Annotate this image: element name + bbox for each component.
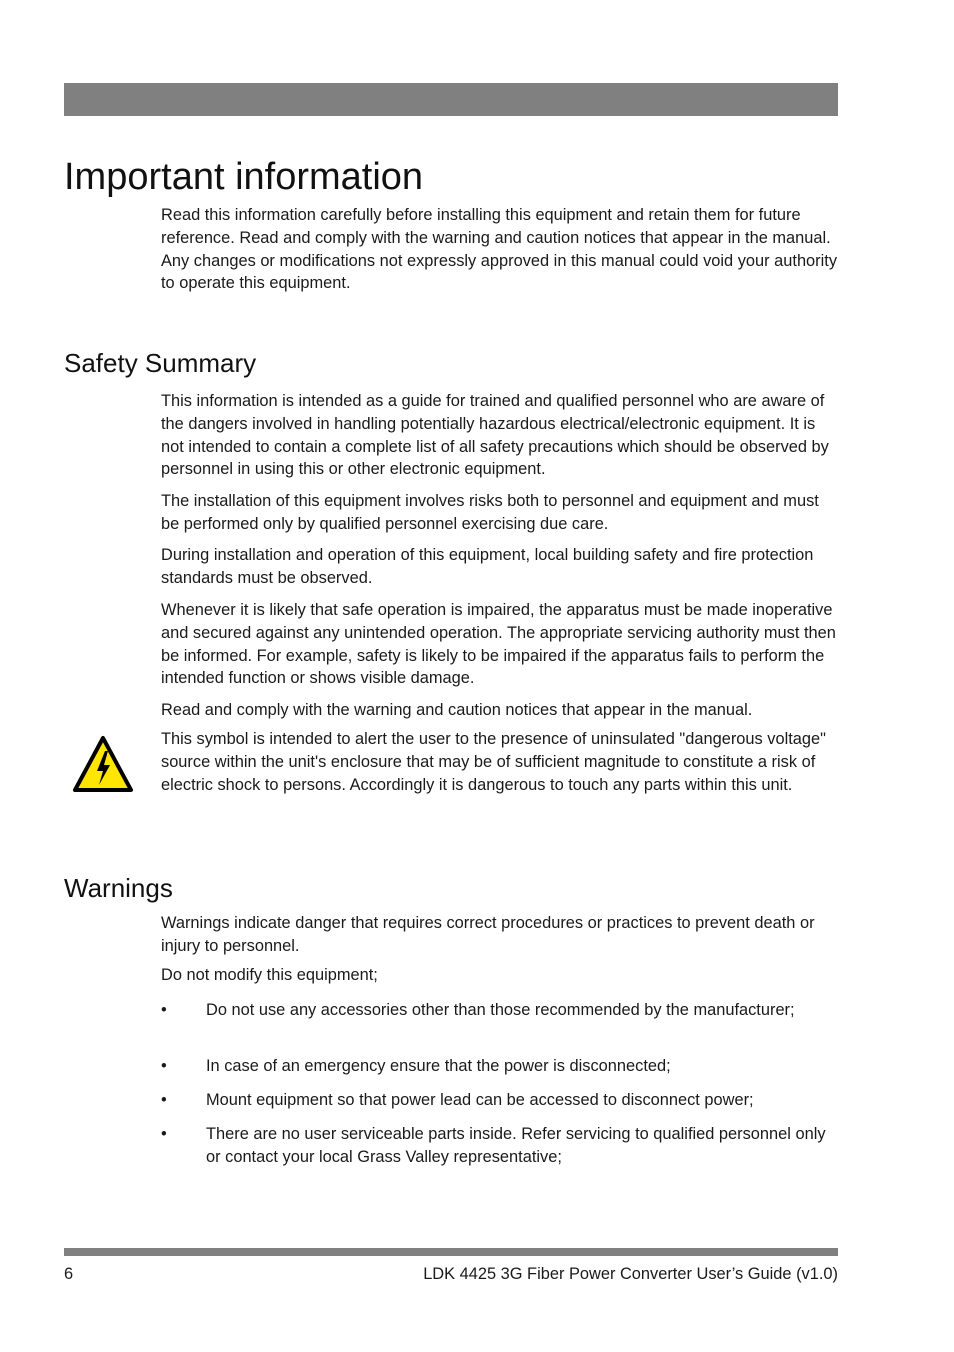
warnings-intro: Warnings indicate danger that requires correct procedures or practices to prevent death or injury to personnel.	[161, 914, 815, 955]
safety-paragraph-4: Whenever it is likely that safe operation is impaired, the apparatus must be made inoperative and secured against any unintended operation. The appropriate servicing authority must then be informed. For example, safety is likely to be impaired if the apparatus fails to perform the intended function or shows visible damage.	[161, 601, 836, 688]
warning-item-1: Do not use any accessories other than those recommended by the manufacturer;	[206, 1001, 795, 1019]
document-title: LDK 4425 3G Fiber Power Converter User’s Guide (v1.0)	[423, 1265, 838, 1283]
symbol-note: This symbol is intended to alert the user to the presence of uninsulated "dangerous voltage" source within the unit's enclosure that may be of sufficient magnitude to constitute a risk of electric shock to persons. Accordingly it is dangerous to touch any parts within this unit.	[161, 730, 826, 794]
bullet-marker: •	[161, 1125, 167, 1143]
intro-paragraph: Read this information carefully before installing this equipment and retain them for future reference. Read and comply with the warning and caution notices that appear in the manual. Any changes or modifications not expressly approved in this manual could void your authority to operate this equipment.	[161, 206, 838, 293]
warning-item-4: There are no user serviceable parts inside. Refer servicing to qualified personnel only or contact your local Grass Valley representative;	[206, 1125, 826, 1166]
warning-item-2: In case of an emergency ensure that the power is disconnected;	[206, 1057, 671, 1075]
safety-paragraph-5: Read and comply with the warning and caution notices that appear in the manual.	[161, 701, 753, 719]
page-number: 6	[64, 1265, 74, 1283]
warnings-lead: Do not modify this equipment;	[161, 966, 378, 984]
safety-paragraph-1: This information is intended as a guide for trained and qualified personnel who are aware of the dangers involved in handling potentially hazardous electrical/electronic equipment. It is not intended to contain a complete list of all safety precautions which should be observed by personnel in using this or other electronic equipment.	[161, 392, 829, 479]
bullet-marker: •	[161, 1091, 167, 1109]
bullet-marker: •	[161, 1057, 167, 1075]
safety-summary-heading: Safety Summary	[64, 348, 257, 378]
warnings-heading: Warnings	[64, 873, 173, 903]
page-title: Important information	[64, 156, 424, 198]
safety-paragraph-2: The installation of this equipment involves risks both to personnel and equipment and must be performed only by qualified personnel exercising due care.	[161, 492, 819, 533]
safety-paragraph-3: During installation and operation of this equipment, local building safety and fire protection standards must be observed.	[161, 546, 814, 587]
footer-rule	[64, 1248, 838, 1256]
high-voltage-warning-icon	[72, 735, 134, 793]
bullet-marker: •	[161, 1001, 167, 1019]
header-rule	[64, 83, 838, 116]
warning-item-3: Mount equipment so that power lead can be accessed to disconnect power;	[206, 1091, 754, 1109]
